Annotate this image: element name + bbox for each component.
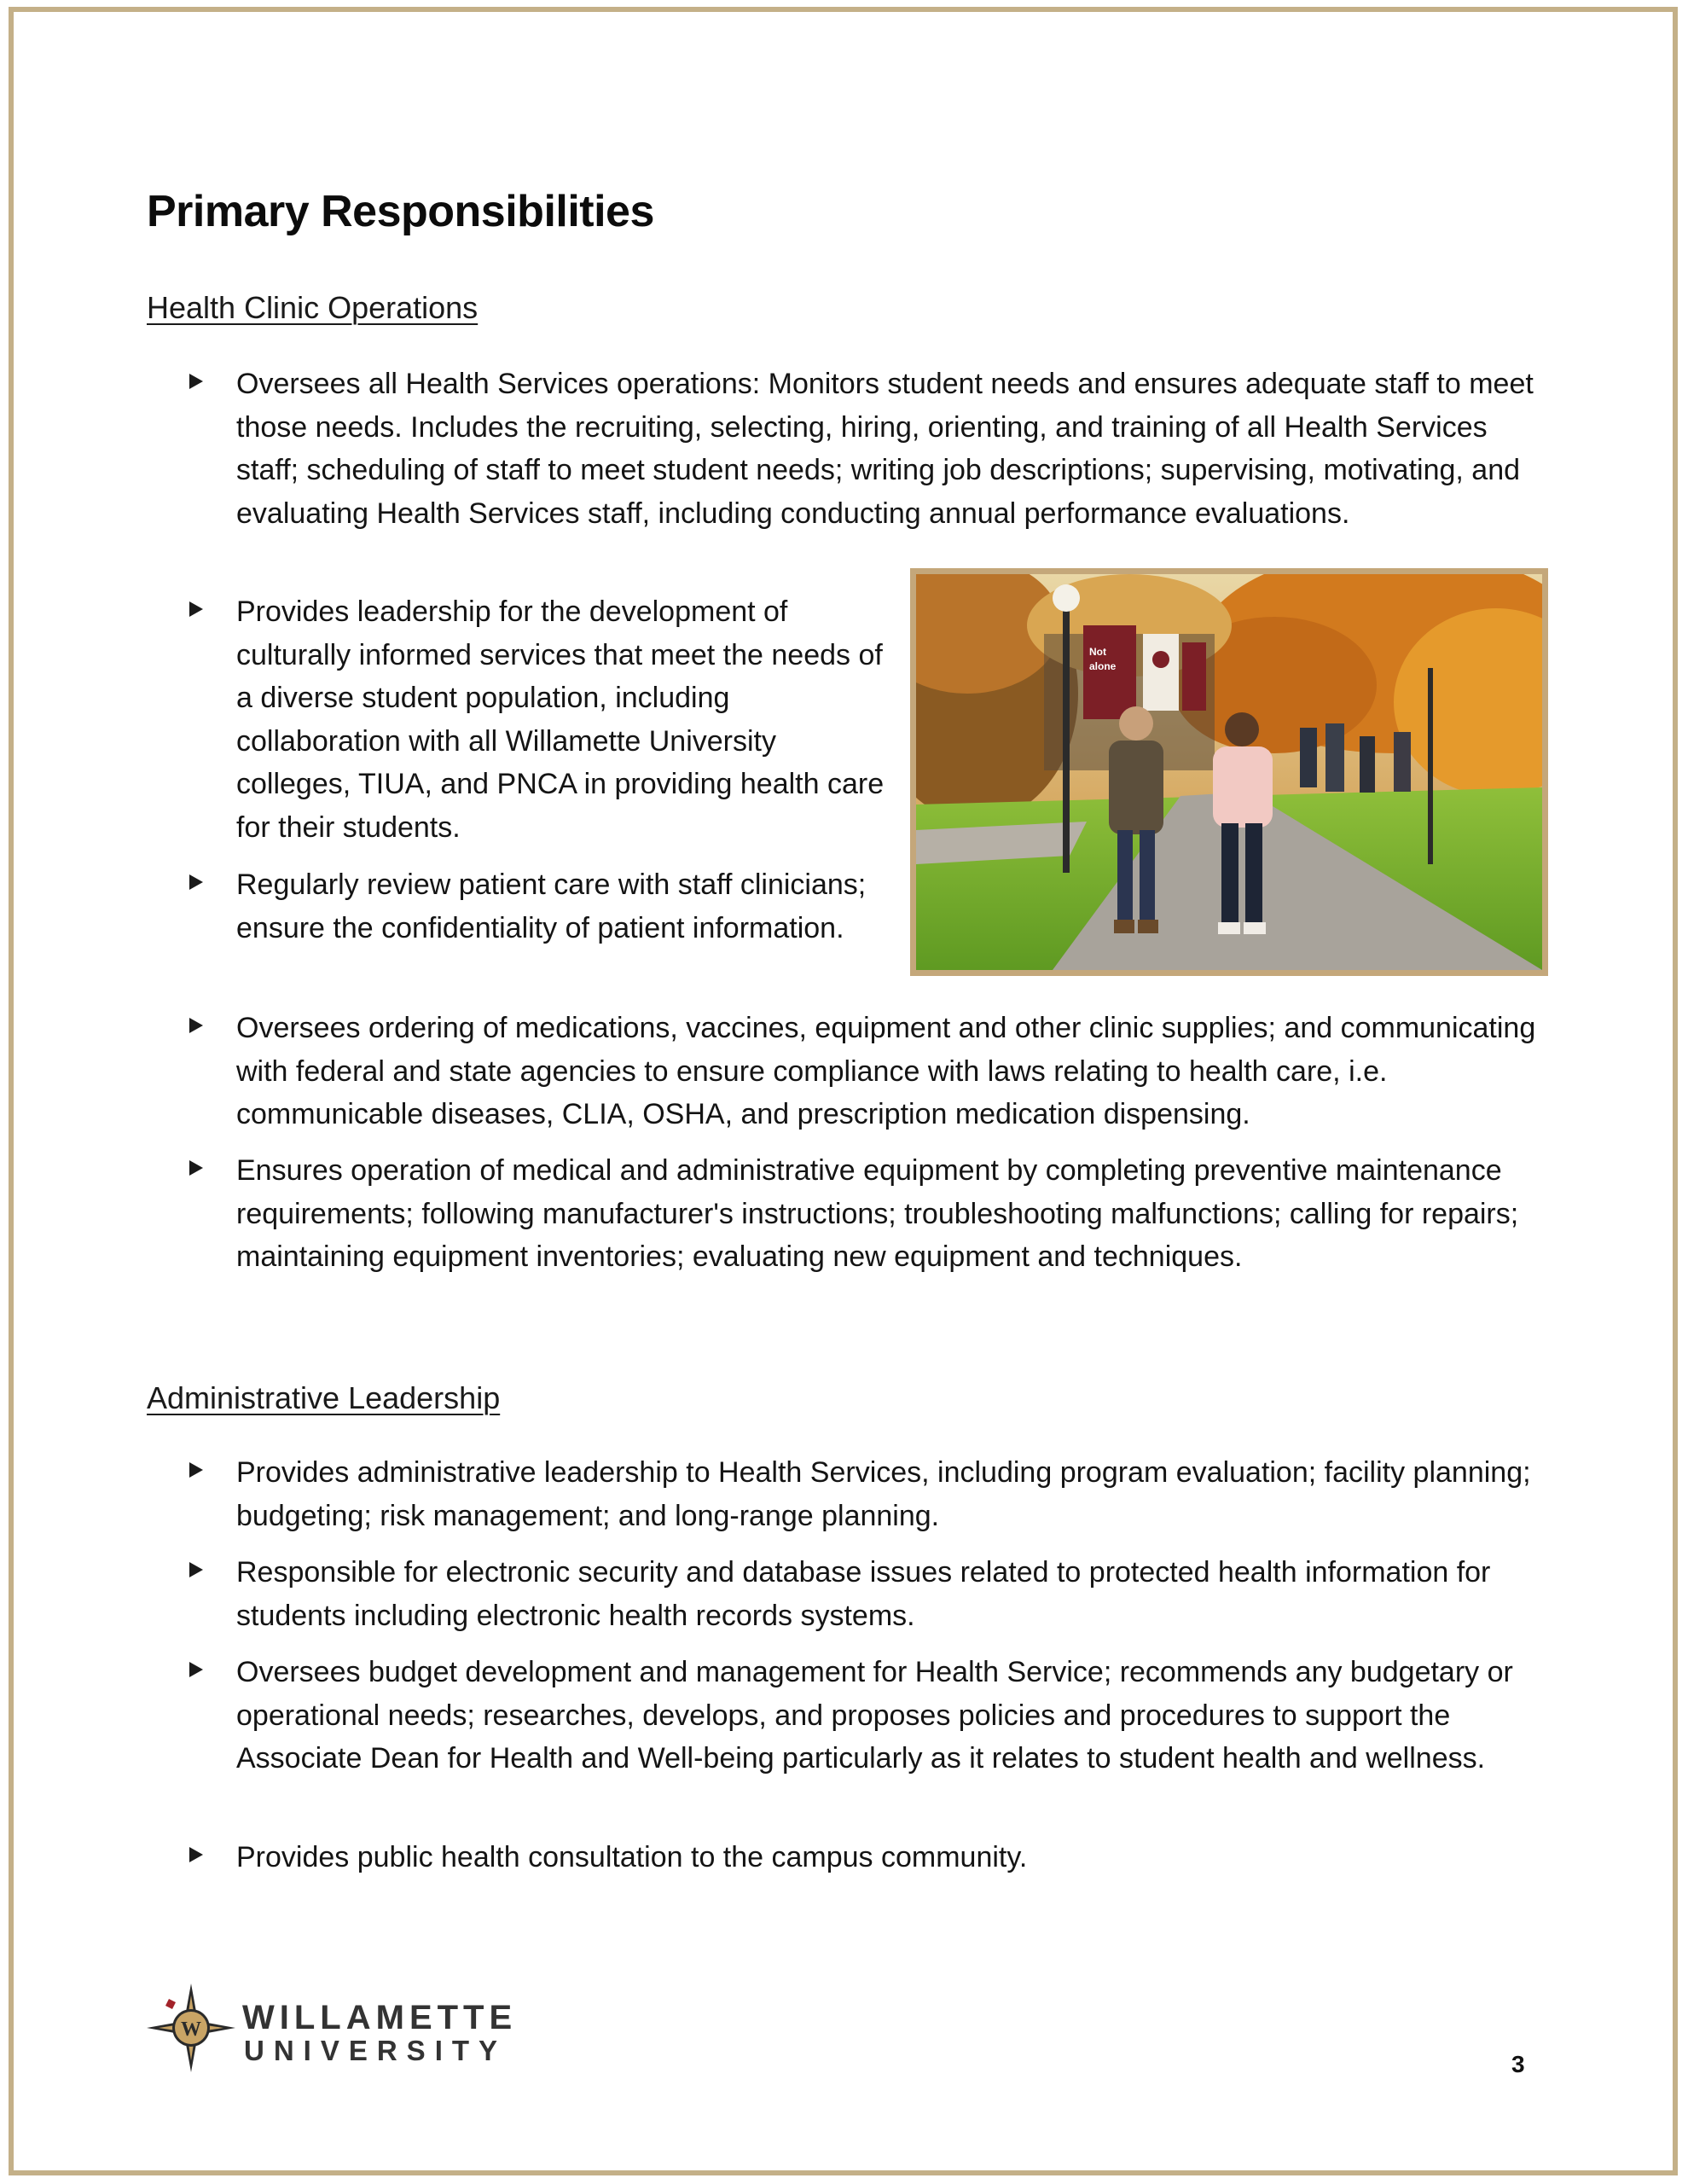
bullet-arrow-icon <box>189 874 203 890</box>
section-heading-health-clinic-operations: Health Clinic Operations <box>147 290 479 325</box>
list-item <box>189 363 1554 535</box>
bullet-arrow-icon <box>189 1462 203 1478</box>
page-title: Primary Responsibilities <box>147 187 654 236</box>
list-item <box>189 1007 1554 1136</box>
list-item-text: Oversees all Health Services operations: Monitors student needs and ensures adequate staff to meet those needs. Includes the recruiting, selecting, hiring, orienting, and training of all Health Services staff; scheduling of staff to meet student needs; writing job descriptions; supervising, motivating, and evaluating Health Services staff, including conducting annual performance evaluations. <box>236 368 1534 530</box>
emblem-letter: W <box>181 2018 201 2041</box>
list-item <box>189 590 889 849</box>
campus-autumn-scene-image <box>916 574 1542 970</box>
list-item-text: Provides leadership for the development of culturally informed services that meet the needs of a diverse student population, including collaboration with all Willamette University colleges, TIUA, and PNCA in providing health care for their students. <box>236 595 885 844</box>
bullet-arrow-icon <box>189 1662 203 1677</box>
campus-photo <box>910 568 1548 976</box>
bullet-arrow-icon <box>189 601 203 617</box>
banner-text: Not <box>1089 646 1106 658</box>
list-item <box>189 1451 1554 1537</box>
list-item <box>189 1651 1554 1780</box>
list-item <box>189 863 889 950</box>
bullet-arrow-icon <box>189 1160 203 1176</box>
list-item-text: Provides public health consultation to the campus community. <box>236 1841 1028 1873</box>
willamette-university-logo <box>147 1984 522 2077</box>
section-heading-administrative-leadership: Administrative Leadership <box>147 1380 501 1415</box>
list-item <box>189 1836 1554 1879</box>
list-item-text: Oversees budget development and management for Health Service; recommends any budgetary or operational needs; researches, develops, and proposes policies and procedures to support the Associate Dean for Health and Well-being particularly as it relates to student health and wellness. <box>236 1656 1513 1774</box>
list-item-text: Ensures operation of medical and administrative equipment by completing preventive maintenance requirements; following manufacturer's instructions; troubleshooting malfunctions; calling for repairs; maintaining equipment inventories; evaluating new equipment and techniques. <box>236 1154 1519 1273</box>
list-item <box>189 1551 1554 1637</box>
banner-text: alone <box>1089 660 1117 672</box>
list-item <box>189 1149 1554 1279</box>
list-item-text: Provides administrative leadership to Health Services, including program evaluation; facility planning; budgeting; risk management; and long-range planning. <box>236 1456 1531 1532</box>
list-item-text: Regularly review patient care with staff clinicians; ensure the confidentiality of patient information. <box>236 868 867 944</box>
page-number: 3 <box>1511 2051 1525 2077</box>
bullet-arrow-icon <box>189 1018 203 1033</box>
logo-wordmark-line1: WILLAMETTE <box>242 1999 518 2036</box>
list-item-text: Oversees ordering of medications, vaccines, equipment and other clinic supplies; and communicating with federal and state agencies to ensure compliance with laws relating to health care, i.e. communicable diseases, CLIA, OSHA, and prescription medication dispensing. <box>236 1012 1536 1130</box>
logo-wordmark-line2: UNIVERSITY <box>244 2035 508 2066</box>
list-item-text: Responsible for electronic security and database issues related to protected health information for students including electronic health records systems. <box>236 1556 1491 1632</box>
bullet-arrow-icon <box>189 374 203 389</box>
bullet-arrow-icon <box>189 1562 203 1577</box>
bullet-arrow-icon <box>189 1847 203 1862</box>
compass-star-icon <box>147 1984 235 2072</box>
